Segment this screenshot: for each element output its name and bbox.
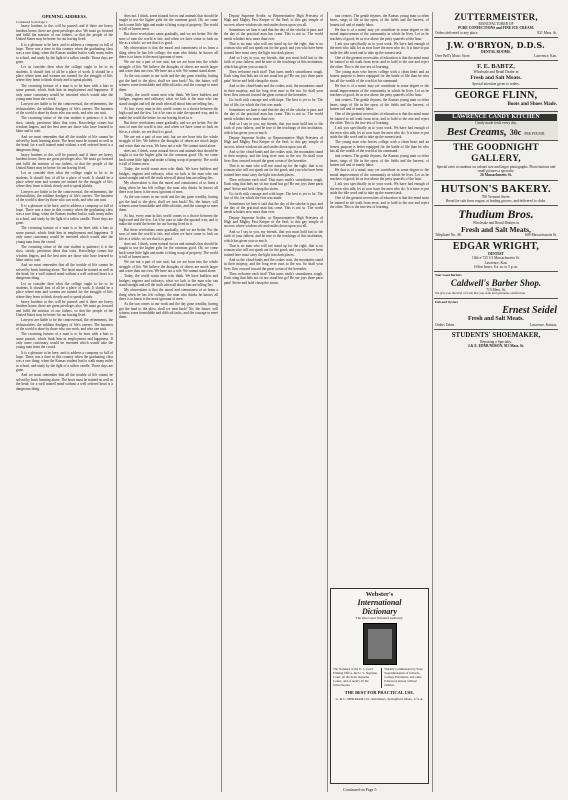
paragraph: At last, every man in this world comes to a choice between the high road and the low. Let it be ours to take the upward way, and to make the world the better for our having lived in it. bbox=[119, 106, 218, 120]
ad-address: 821 Mass. St. bbox=[537, 30, 557, 35]
ad-line: Wholesale and Retail Dealers in bbox=[472, 221, 520, 226]
ad-hours: Office hours: 8 a. m. to 5 p. m. bbox=[473, 264, 519, 269]
ad-price: 30c bbox=[509, 127, 522, 137]
article-column-3 bbox=[224, 14, 323, 790]
ad-address: 700 Vermont Street. bbox=[481, 194, 511, 199]
paragraph: We are not a part of one unit, but we are born into the whole struggle of life. We believe the thoughts of others are much larger and wiser than our own. We have not a role. We cannot stand alone. bbox=[119, 260, 218, 273]
column-rule bbox=[221, 12, 222, 792]
paragraph: Sometimes we hear it said that the day of the scholar is past, and the day of the practical man has come. This is not so. The world needs scholars now more than ever. bbox=[224, 201, 323, 215]
column-rule bbox=[432, 12, 433, 792]
ad-line: Your Good Barbers bbox=[435, 273, 462, 278]
paragraph: It is a pleasure to be here, and to address a company so full of hope. There was a time in this country when the graduating class was a rare thing; when the Kansas student had to walk many miles to school, and study by the light of a tallow candle. Those days are gone. bbox=[16, 42, 113, 65]
paragraph: does not. I think, some natural forces and animals that should be taught to use the higher gifts for the common good. Oh, we come back some little light and make a fitting scrap of property. The world is full of honest men. bbox=[119, 14, 218, 32]
paragraph: One of the greatest necessities of education is that the mind must be trained to sift truth from error, and to hold to the one and reject the other. This is the true test of learning. bbox=[330, 56, 429, 69]
ad-candy-kitchen bbox=[434, 112, 558, 141]
ad-name: HUTSON'S BAKERY. bbox=[441, 182, 551, 195]
ad-obryon bbox=[434, 38, 558, 61]
paragraph: We are not a part of one unit, but we are born into the whole struggle of life. We believe the thoughts of others are much larger and wiser than our own. We have not a role. We cannot stand alone. bbox=[119, 60, 218, 74]
paragraph: The young man who leaves college with a clean heart and an honest purpose is better equipped for the battle of life than he who has all the wealth of the world at his command. bbox=[330, 70, 429, 83]
ad-line: Special rates to students on cabinet size and larger photographs. Photo buttons and small pictures a specialty. bbox=[436, 164, 556, 174]
paragraph: But these revelations came gradually, and we are better. For the sons of men the world is fair; and when we have come to look on life as a whole, we see that it is good. bbox=[119, 32, 218, 46]
ad-line: Orders Taken bbox=[435, 323, 455, 328]
paragraph: He that is of a mind, may yet contribute in some degree to the moral improvement of the community in which he lives. Let us be teachers of good; let us rise above the petty quarrels of the hour. bbox=[330, 168, 429, 182]
ad-caldwell-barber bbox=[434, 272, 558, 299]
ad-name: THE GOODNIGHT GALLERY, bbox=[453, 142, 539, 164]
dictionary-book-icon bbox=[363, 623, 397, 665]
ad-phone: Telephone No. 48. bbox=[435, 233, 462, 238]
ad-title: Webster's bbox=[365, 591, 394, 598]
continued-footer: Continued on Page 5 bbox=[343, 787, 377, 792]
paragraph: One of the greatest necessities of education is that the mind must be trained to sift truth from error, and to hold to the one and reject the other. This is the true test of learning. bbox=[330, 196, 429, 210]
paragraph: And we must remember that all the trouble of life cannot be solved by book learning alone. The heart must be trained as well as the head; for a well trained mind without a well ordered heart is a dangerous thing. bbox=[16, 134, 113, 152]
ad-name: Ernest Seidel bbox=[502, 304, 557, 316]
paragraph: That is no man who will not stand up for the right; that is no woman who will not speak out for the good; and you who have been trained here must carry the light into dark places. bbox=[224, 42, 323, 55]
article-heading: OPENING ADDRESS. bbox=[42, 14, 87, 19]
ad-students-shoemaker bbox=[434, 330, 558, 350]
ad-title: Dictionary bbox=[361, 607, 398, 616]
ad-name: EDGAR WRIGHT, bbox=[452, 241, 540, 253]
ad-name: LAWRENCE CANDY KITCHEN bbox=[435, 114, 557, 122]
paragraph: The young man who leaves college with a clean heart and an honest purpose is better equipped for the battle of life than he who has all the wealth of the world at his command. bbox=[330, 140, 429, 153]
ad-name: Caldwell's Barber Shop. bbox=[450, 278, 542, 289]
ad-line: Orders delivered to any place. bbox=[435, 30, 479, 35]
ad-slogan: THE BEST FOR PRACTICAL USE. bbox=[344, 689, 415, 695]
paragraph: As the sun comes to our work and the day gone wealthy, having got the land to the plow, shall we turn back? No, the future, will witness some formidable and difficult tasks, and the courage to meet them. bbox=[119, 74, 218, 92]
paragraph: He that is of a mind, may yet contribute in some degree to the moral improvement of the community in which he lives. Let us be teachers of good; let us rise above the petty quarrels of the hour. bbox=[330, 84, 429, 97]
paragraph: And we must remember that all the trouble of life cannot be solved by book learning alone. The heart must be trained as well as the head; for a well trained mind without a well ordered heart is a dangerous thing. bbox=[16, 263, 113, 281]
paragraph: Deputy Supreme Scribe, so Representative High Priestess of High and Mighty Past Keeper of the Seal; to this gay temple of success where wisdom sits and smiles down upon you all. bbox=[224, 14, 323, 27]
paragraph: And so I say to you, my friends, that you must hold fast to the faith of your fathers; and be true to the teachings of this institution, which has given you so much. bbox=[224, 121, 323, 135]
ad-address: J.& E. EDMUNDSON, 913 Mass. St. bbox=[467, 344, 525, 349]
paragraph: The crowning fortune of a man is to be born with a bias to some pursuit, which finds him in employment and happiness. If only some customary would be invented which would take the young man from the crowd. bbox=[16, 83, 113, 101]
paragraph: My observation is that the moral and commonest of us learn a thing when he has left college; the man who thinks he knows all there is to know is the most ignorant of men. bbox=[119, 288, 218, 301]
article-column-2 bbox=[119, 14, 218, 790]
ad-line: Wholesale and Retail Dealer in bbox=[473, 70, 519, 75]
paragraph: We are not a part of one unit, but we are born into the whole struggle of life. We believe the thoughts of others are much larger and wiser than our own. We have not a role. We cannot stand alone. bbox=[119, 134, 218, 148]
ad-line: Fresh and Salt Meats. bbox=[468, 315, 524, 322]
column-rule bbox=[327, 12, 328, 792]
ad-name: STUDENTS' SHOEMAKER, bbox=[451, 331, 541, 340]
paragraph: That is no man who will not stand up for the right; that is no woman who will not speak out for the good; and you who have been trained here must carry the light into dark places. bbox=[224, 243, 323, 257]
ad-publisher: G. & C. MERRIAM CO., Publishers, Springfield, Mass., U.S.A. bbox=[335, 696, 424, 701]
ad-name: ZUTTERMEISTER, bbox=[454, 12, 538, 22]
paragraph: Lawyers are liable to be the controversial, the refinements, the technicalities, the sublime drudgery of life's careers. The business of the world is done by those who can work, and who can wait. bbox=[16, 318, 113, 332]
ad-edgar-wright bbox=[434, 240, 558, 272]
ad-line: Special attention given to orders. bbox=[472, 82, 520, 87]
article-column-1 bbox=[16, 14, 113, 790]
paragraph: Then welcome each trial! That turns earth's smoothness rough, Each sting that bids not sit nor stand but go! Be our joys three parts pain! Strive and hold cheap the strain. bbox=[224, 70, 323, 83]
ad-line: Fish and Oysters bbox=[435, 300, 459, 305]
ad-name: GEORGE FLINN, bbox=[454, 90, 538, 102]
webster-dictionary-ad bbox=[330, 588, 429, 784]
ad-line: PURE CONFECTIONS and FINE ICE CREAM. bbox=[458, 26, 534, 31]
paragraph: Go forth with courage and with hope. The best is yet to be. The last of life, for which the first was made. bbox=[224, 98, 323, 107]
ad-city: Lawrence, Kan. bbox=[484, 260, 508, 265]
advertisements-column bbox=[434, 10, 558, 792]
ad-line: Over Bell's Music Store. bbox=[435, 53, 471, 58]
continued-note: Continued from Page 1. bbox=[16, 20, 49, 24]
paragraph: But these revelations came gradually, and we are better. For the sons of men the world is fair; and when we have come to look on life as a whole, we see that it is good. bbox=[119, 120, 218, 134]
ad-line: Fresh and Salt Meats. bbox=[470, 74, 522, 81]
ad-line: Best Creams, bbox=[446, 125, 507, 138]
paragraph: The crowning fortune of a man is to be born with a bias to some pursuit, which finds him in employment and happiness. If only some customary would be invented which would take the young man from the crowd. bbox=[16, 226, 113, 244]
paragraph: But these revelations came gradually, and we are better. For the sons of men the world is fair; and when we have come to look on life as a whole, we see that it is good. bbox=[119, 227, 218, 241]
ad-goodnight-gallery bbox=[434, 141, 558, 181]
ad-list-right: Warmly Commended by State Superintendents of Schools, College Presidents, and other Educators almost without number. bbox=[381, 668, 426, 688]
paragraph: tant centers. The gentle rhymes, the Kansas young man so often hears, sings of life in the open, of the fields and the harvest, of honest toil and of manly labor. bbox=[330, 154, 429, 167]
ad-babtz bbox=[434, 61, 558, 90]
paragraph: My observation is that the moral and commonest of us learn a thing when he has left college; the man who thinks he knows all there is to know is the most ignorant of men. bbox=[119, 181, 218, 195]
paragraph: And we must remember that all the trouble of life cannot be solved by book learning alone. The heart must be trained as well as the head; for a well trained mind without a well ordered heart is a dangerous thing. bbox=[16, 373, 113, 391]
paragraph: tant centers. The gentle rhymes, the Kansas young man so often hears, sings of life in the open, of the fields and the harvest, of honest toil and of manly labor. bbox=[330, 98, 429, 111]
paragraph: does not. I think, some natural forces and animals that should be taught to use the higher gifts for the common good. Oh, we come back some little light and make a fitting scrap of property. The world is full of honest men. bbox=[119, 241, 218, 259]
paragraph: It is a pleasure to be here, and to address a company so full of hope. There was a time in this country when the graduating class was a rare thing; when the Kansas student had to walk many miles to school, and study by the light of a tallow candle. Those days are gone. bbox=[16, 203, 113, 226]
paragraph: tant centers. The gentle rhymes, the Kansas young man so often hears, sings of life in the open, of the fields and the harvest, of honest toil and of manly labor. bbox=[330, 14, 429, 27]
paragraph: Sometimes we hear it said that the day of the scholar is past, and the day of the practical man has come. This is not so. The world needs scholars now more than ever. bbox=[224, 107, 323, 121]
ad-address: 713 Mass. St. bbox=[486, 288, 506, 293]
ad-line: DENTAL ROOMS. bbox=[481, 49, 511, 54]
ad-name: F. E. BABTZ, bbox=[477, 62, 515, 70]
paragraph: I ask you specifically as to your work. We have had enough of the men who talk; let us now have the men who do. It is time to put aside the idle word and to take up the earnest task. bbox=[330, 42, 429, 55]
paragraph: Then welcome each trial! That turns earth's smoothness rough, Each sting that bids not sit nor stand but go! Be our joys three parts pain! Strive and hold cheap the strain. bbox=[224, 178, 323, 191]
paragraph: That is no man who will not stand up for the right; that is no woman who will not speak out for the good; and you who have been trained here must carry the light into dark places. bbox=[224, 164, 323, 177]
paragraph: The crowning virtue of the true student is patience; it is the slow, steady, persistent labor that wins. Knowledge comes but wisdom lingers, and the best men are those who have learned to labor and to wait. bbox=[16, 116, 113, 134]
ad-thudium-bros bbox=[434, 206, 558, 240]
column-rule bbox=[116, 12, 117, 792]
paragraph: My observation is that the moral and commonest of us learn a thing when he has left college; the man who thinks he knows all there is to know is the most ignorant of men. bbox=[119, 46, 218, 60]
ad-line: MANUFACTURER OF bbox=[478, 22, 514, 26]
ad-line: Office 733 1/2 Massachusetts St. bbox=[472, 256, 520, 261]
paragraph: Deputy Supreme Scribe, so Representative High Priestess of High and Mighty Past Keeper of the Seal; to this gay temple of success where wisdom sits and smiles down upon you all. bbox=[224, 135, 323, 149]
ad-line: Candy made fresh every day. bbox=[475, 121, 517, 126]
paragraph: As the sun comes to our work and the day gone wealthy, having got the land to the plow, shall we turn back? No, the future, will witness some formidable and difficult tasks, and the courage to meet them. bbox=[119, 195, 218, 213]
ad-line: Fresh and Salt Meats, bbox=[461, 224, 531, 234]
paragraph: It is a pleasure to be here, and to address a company so full of hope. There was a time in this country when the graduating class was a rare thing; when the Kansas student had to walk many miles to school, and study by the light of a tallow candle. Those days are gone. bbox=[16, 350, 113, 373]
ad-line: PER POUND. bbox=[524, 131, 546, 136]
paragraph: Deputy Supreme Scribe, so Representative High Priestess of High and Mighty Past Keeper of the Seal; to this gay temple of success where wisdom sits and smiles down upon you all. bbox=[224, 215, 323, 229]
paragraph: And so the cloud-lands and the cedars wait, the mountains stand in their majesty, and the long river runs to the sea. So shall your lives flow onward toward the great ocean of the hereafter. bbox=[224, 257, 323, 271]
paragraph: Then welcome each trial! That turns earth's smoothness rough, Each sting that bids not sit nor stand but go! Be our joys three parts pain! Strive and hold cheap the strain. bbox=[224, 271, 323, 285]
ad-address: 26 Massachusetts St. bbox=[480, 173, 512, 178]
paragraph: I ask you specifically as to your work. We have had enough of the men who talk; let us now have the men who do. It is time to put aside the idle word and to take up the earnest task. bbox=[330, 126, 429, 139]
ad-zuttermeister bbox=[434, 10, 558, 38]
ad-line: Bread for sale from wagon, at leading grocers, and delivered to clubs. bbox=[445, 198, 547, 203]
paragraph: I ask you specifically as to your work. We have had enough of the men who talk; let us now have the men who do. It is time to put aside the idle word and to take up the earnest task. bbox=[330, 182, 429, 196]
ad-flinn bbox=[434, 89, 558, 112]
paragraph: Lawyers are liable to be the controversial, the refinements, the technicalities, the sublime drudgery of life's careers. The business of the world is done by those who can work, and who can wait. bbox=[16, 102, 113, 115]
paragraph: heavy burdens to this will be passed; and if there are heavy burdens borne, there are great privileges also. We must go forward and fulfil the mission of our fathers, so that the people of the United States may be better for our having lived. bbox=[16, 24, 113, 42]
article-column-4 bbox=[330, 14, 429, 584]
paragraph: At last, every man in this world comes to a choice between the high road and the low. Let it be ours to take the upward way, and to make the world the better for our having lived in it. bbox=[119, 213, 218, 227]
ad-line: Boots and Shoes Made. bbox=[507, 102, 557, 108]
paragraph: And so the cloud-lands and the cedars wait, the mountains stand in their majesty, and the long river runs to the sea. So shall your lives flow onward toward the great ocean of the hereafter. bbox=[224, 84, 323, 97]
paragraph: Sometimes we hear it said that the day of the scholar is past, and the day of the practical man has come. This is not so. The world needs scholars now more than ever. bbox=[224, 28, 323, 41]
ad-title: International bbox=[357, 598, 402, 607]
paragraph: Today, the world wants men who think. We have builders and bridges, engines and railways; what we lack is the man who can stand straight and tell the truth when all about him are telling lies. bbox=[119, 92, 218, 106]
ad-tagline: The One Great Standard Authority. bbox=[355, 616, 404, 620]
paragraph: heavy burdens to this will be passed; and if there are heavy burdens borne, there are great privileges also. We must go forward and fulfil the mission of our fathers, so that the people of the United States may be better for our having lived. bbox=[16, 299, 113, 317]
paragraph: And so I say to you, my friends, that you must hold fast to the faith of your fathers; and be true to the teachings of this institution, which has given you so much. bbox=[224, 229, 323, 243]
ad-list-left: The Standard of the U. S. Gov't Printing Office, the U. S. Supreme Court, all the State Supreme Courts, and of nearly all the Schoolbooks. bbox=[333, 667, 378, 687]
paragraph: Today, the world wants men who think. We have builders and bridges, engines and railways; what we lack is the man who can stand straight and tell the truth when all about him are telling lies. bbox=[119, 167, 218, 181]
ad-name: J.W. O'BRYON, D.D.S. bbox=[446, 39, 546, 50]
paragraph: As the sun comes to our work and the day gone wealthy, having got the land to the plow, shall we turn back? No, the future, will witness some formidable and difficult tasks, and the courage to meet them. bbox=[119, 302, 218, 320]
paragraph: He that is of a mind, may yet contribute in some degree to the moral improvement of the community in which he lives. Let us be teachers of good; let us rise above the petty quarrels of the hour. bbox=[330, 28, 429, 41]
paragraph: And so I say to you, my friends, that you must hold fast to the faith of your fathers; and be true to the teachings of this institution, which has given you so much. bbox=[224, 56, 323, 69]
ad-address: 609 Massachusetts St. bbox=[525, 233, 557, 238]
ad-line: DENTIST bbox=[488, 252, 504, 257]
paragraph: does not. I think, some natural forces and animals that should be taught to use the higher gifts for the common good. Oh, we come back some little light and make a fitting scrap of property. The world is full of honest men. bbox=[119, 148, 218, 166]
paragraph: Let us consider then what the college ought to be to its students. It should first of all be a place of work. It should be a place where men and women are trained for the struggle of life; where they learn to think clearly and to speak plainly. bbox=[16, 171, 113, 189]
ad-line: Repairing a Specialty. bbox=[480, 339, 512, 344]
paragraph: Go forth with courage and with hope. The best is yet to be. The last of life, for which the first was made. bbox=[224, 192, 323, 201]
paragraph: Let us consider then what the college ought to be to its students. It should first of all be a place of work. It should be a place where men and women are trained for the struggle of life; where they learn to think clearly and to speak plainly. bbox=[16, 65, 113, 83]
ad-city: Lawrence, Kansas. bbox=[529, 323, 557, 328]
paragraph: Let us consider then what the college ought to be to its students. It should first of all be a place of work. It should be a place where men and women are trained for the struggle of life; where they learn to think clearly and to speak plainly. bbox=[16, 281, 113, 299]
ad-city: Lawrence, Kan. bbox=[534, 53, 557, 58]
ad-name: Thudium Bros. bbox=[458, 207, 534, 222]
paragraph: The crowning fortune of a man is to be born with a bias to some pursuit, which finds him in employment and happiness. If only some customary would be invented which would take the young man from the crowd. bbox=[16, 332, 113, 350]
paragraph: Lawyers are liable to be the controversial, the refinements, the technicalities, the sublime drudgery of life's careers. The business of the world is done by those who can work, and who can wait. bbox=[16, 189, 113, 203]
paragraph: Today, the world wants men who think. We have builders and bridges, engines and railways; what we lack is the man who can stand straight and tell the truth when all about him are telling lies. bbox=[119, 274, 218, 287]
paragraph: And so the cloud-lands and the cedars wait, the mountains stand in their majesty, and the long river runs to the sea. So shall your lives flow onward toward the great ocean of the hereafter. bbox=[224, 149, 323, 163]
paragraph: heavy burdens to this will be passed; and if there are heavy burdens borne, there are great privileges also. We must go forward and fulfil the mission of our fathers, so that the people of the United States may be better for our having lived. bbox=[16, 152, 113, 170]
ad-hutson-bakery bbox=[434, 181, 558, 207]
ad-line: We give you the kind of work that you want and guarantee satisfaction. bbox=[435, 291, 526, 296]
ad-ernest-seidel bbox=[434, 299, 558, 330]
paragraph: The crowning virtue of the true student is patience; it is the slow, steady, persistent labor that wins. Knowledge comes but wisdom lingers, and the best men are those who have learned to labor and to wait. bbox=[16, 244, 113, 262]
paragraph: One of the greatest necessities of education is that the mind must be trained to sift truth from error, and to hold to the one and reject the other. This is the true test of learning. bbox=[330, 112, 429, 125]
